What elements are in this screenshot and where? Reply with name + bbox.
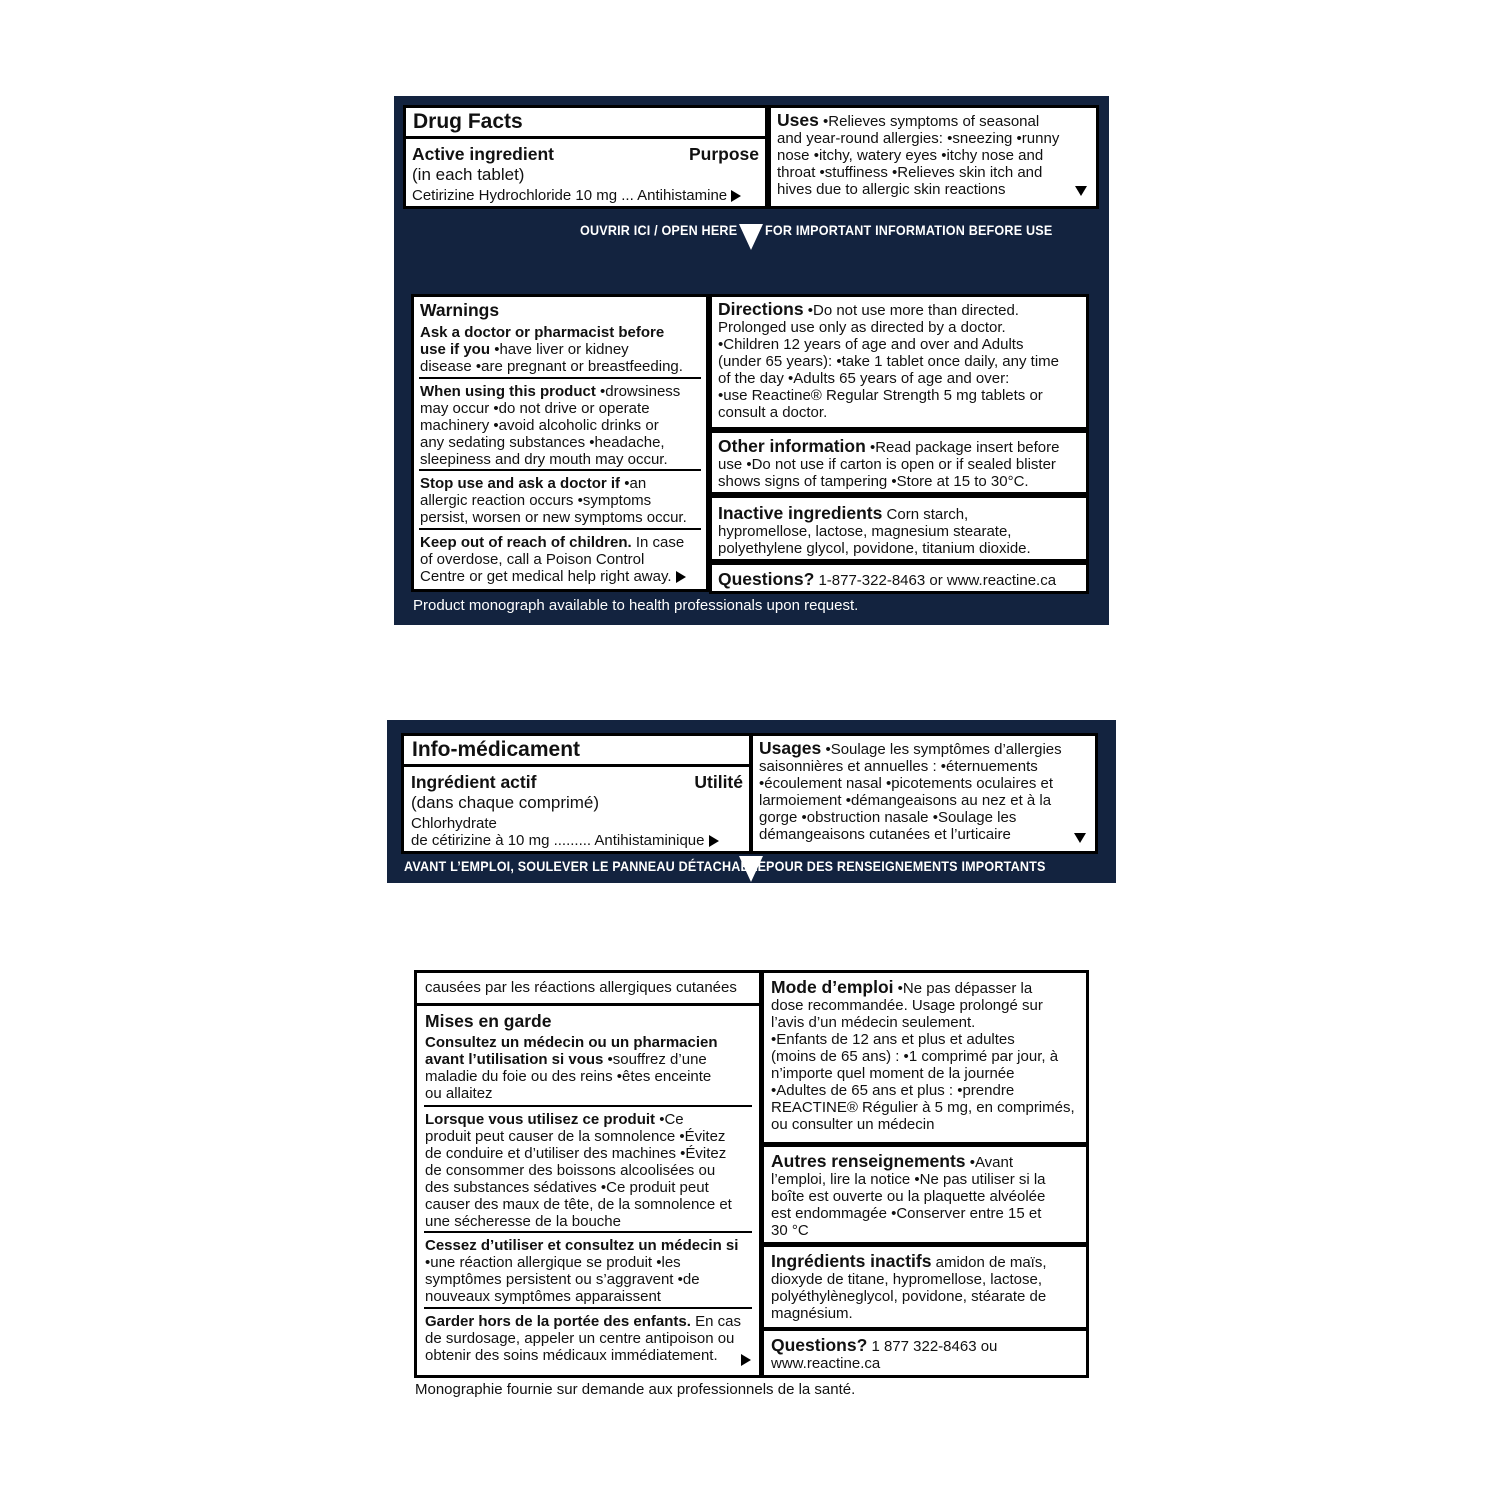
ask-doctor-bold: use if you bbox=[420, 341, 491, 358]
avant-emploi-label: AVANT L’EMPLOI, SOULEVER LE PANNEAU DÉTACHABLE bbox=[404, 858, 767, 874]
open-here-label: OUVRIR ICI / OPEN HERE bbox=[580, 222, 738, 238]
questions-fr-text: www.reactine.ca bbox=[771, 1355, 881, 1372]
stop-use-text: allergic reaction occurs •symptoms bbox=[420, 492, 652, 509]
lorsque-text: de consommer des boissons alcoolisées ou bbox=[425, 1162, 716, 1179]
uses-line: and year-round allergies: •sneezing •runny bbox=[777, 130, 1060, 147]
directions-line: •Do not use more than directed. bbox=[807, 302, 1019, 319]
mode-emploi-line: dose recommandée. Usage prolongé sur bbox=[771, 997, 1043, 1014]
utilite-heading: Utilité bbox=[694, 772, 743, 792]
when-using-text: sleepiness and dry mouth may occur. bbox=[420, 451, 668, 468]
consultez-text: •souffrez d’une bbox=[607, 1051, 707, 1068]
usages-line: gorge •obstruction nasale •Soulage les bbox=[759, 809, 1017, 826]
cessez-text: nouveaux symptômes apparaissent bbox=[425, 1288, 661, 1305]
lorsque-text: causer des maux de tête, de la somnolence et bbox=[425, 1196, 732, 1213]
lorsque-text: de conduire et d’utiliser des machines •Évitez bbox=[425, 1145, 727, 1162]
mises-en-garde-heading: Mises en garde bbox=[425, 1011, 552, 1031]
questions-fr-box bbox=[761, 1328, 1089, 1378]
lorsque-bold: Lorsque vous utilisez ce produit bbox=[425, 1111, 656, 1128]
autres-renseignements-heading: Autres renseignements bbox=[771, 1151, 966, 1171]
divider bbox=[406, 136, 765, 139]
garder-text: obtenir des soins médicaux immédiatement. bbox=[425, 1347, 718, 1364]
other-information-paragraph bbox=[718, 438, 1060, 490]
important-info-label: FOR IMPORTANT INFORMATION BEFORE USE bbox=[765, 222, 1053, 238]
mode-emploi-line: ou consulter un médecin bbox=[771, 1116, 935, 1133]
arrow-right-icon bbox=[731, 190, 741, 202]
keep-out-text: Centre or get medical help right away. bbox=[420, 568, 672, 585]
garder-bold: Garder hors de la portée des enfants. bbox=[425, 1313, 691, 1330]
purpose-heading: Purpose bbox=[688, 144, 759, 164]
usages-heading: Usages bbox=[759, 738, 822, 758]
usages-line: démangeaisons cutanées et l’urticaire bbox=[759, 826, 1011, 843]
uses-line: hives due to allergic skin reactions bbox=[777, 181, 1006, 198]
ingredients-inactifs-line: amidon de maïs, bbox=[935, 1254, 1047, 1271]
when-using-bold: When using this product bbox=[420, 383, 596, 400]
inactive-ingredients-paragraph bbox=[718, 505, 1031, 557]
cessez-bold: Cessez d’utiliser et consultez un médecin si bbox=[425, 1237, 739, 1254]
usages-box bbox=[750, 733, 1098, 854]
other-information-line: shows signs of tampering •Store at 15 to 30°C. bbox=[718, 473, 1029, 490]
keep-out-text: In case bbox=[635, 534, 685, 551]
arrow-right-icon bbox=[676, 571, 686, 583]
ingredients-inactifs-line: polyéthylèneglycol, povidone, stéarate de bbox=[771, 1288, 1047, 1305]
inactive-ingredients-box bbox=[709, 495, 1089, 562]
usages-line: •écoulement nasal •picotements oculaires et bbox=[759, 775, 1053, 792]
garder-text: En cas bbox=[695, 1313, 741, 1330]
uses-line: •Relieves symptoms of seasonal bbox=[823, 113, 1040, 130]
autres-renseignements-line: l’emploi, lire la notice •Ne pas utiliser si la bbox=[771, 1171, 1046, 1188]
monographie-note: Monographie fournie sur demande aux professionnels de la santé. bbox=[415, 1381, 856, 1398]
autres-renseignements-line: 30 °C bbox=[771, 1222, 809, 1239]
uses-paragraph bbox=[777, 112, 1059, 198]
mode-emploi-line: l’avis d’un médecin seulement. bbox=[771, 1014, 976, 1031]
cessez-text: •une réaction allergique se produit •les bbox=[425, 1254, 681, 1271]
open-here-triangle-icon bbox=[739, 856, 763, 882]
consultez-text: ou allaitez bbox=[425, 1085, 493, 1102]
mode-emploi-box bbox=[761, 970, 1089, 1145]
directions-line: of the day •Adults 65 years of age and over: bbox=[718, 370, 1010, 387]
directions-line: •Children 12 years of age and over and Adults bbox=[718, 336, 1024, 353]
ingredient-text: de cétirizine à 10 mg ......... Antihistaminique bbox=[411, 832, 705, 849]
keep-out-paragraph bbox=[420, 534, 686, 585]
garder-paragraph bbox=[425, 1313, 741, 1364]
ingredient-line bbox=[411, 832, 719, 849]
lorsque-text: •Ce bbox=[659, 1111, 684, 1128]
arrow-down-icon bbox=[1074, 833, 1086, 843]
ask-doctor-text: •have liver or kidney bbox=[494, 341, 629, 358]
stop-use-text: •an bbox=[624, 475, 647, 492]
ingredients-inactifs-line: magnésium. bbox=[771, 1305, 853, 1322]
ingredient-line: Chlorhydrate bbox=[411, 815, 497, 832]
uses-line: throat •stuffiness •Relieves skin itch and bbox=[777, 164, 1043, 181]
warnings-box bbox=[411, 294, 709, 592]
ingredient-actif-heading: Ingrédient actif bbox=[411, 772, 537, 792]
directions-heading: Directions bbox=[718, 299, 804, 319]
arrow-right-icon bbox=[741, 1354, 751, 1366]
questions-paragraph bbox=[718, 571, 1056, 589]
uses-line: nose •itchy, watery eyes •itchy nose and bbox=[777, 147, 1044, 164]
consultez-bold: Consultez un médecin ou un pharmacien bbox=[425, 1034, 718, 1051]
ask-doctor-text: disease •are pregnant or breastfeeding. bbox=[420, 358, 683, 375]
autres-renseignements-box bbox=[761, 1144, 1089, 1245]
lorsque-text: produit peut causer de la somnolence •Évitez bbox=[425, 1128, 726, 1145]
autres-renseignements-paragraph bbox=[771, 1153, 1046, 1239]
ask-doctor-bold: Ask a doctor or pharmacist before bbox=[420, 324, 665, 341]
questions-fr-text: 1 877 322-8463 ou bbox=[871, 1338, 998, 1355]
consultez-bold: avant l’utilisation si vous bbox=[425, 1051, 604, 1068]
lorsque-text: une sécheresse de la bouche bbox=[425, 1213, 621, 1230]
directions-line: Prolonged use only as directed by a doctor. bbox=[718, 319, 1006, 336]
inactive-ingredients-line: polyethylene glycol, povidone, titanium dioxide. bbox=[718, 540, 1031, 557]
info-medicament-box bbox=[401, 733, 752, 854]
consultez-paragraph bbox=[425, 1034, 718, 1102]
stop-use-paragraph bbox=[420, 475, 687, 526]
uses-box bbox=[768, 105, 1099, 209]
mode-emploi-paragraph bbox=[771, 979, 1075, 1133]
in-each-tablet: (in each tablet) bbox=[412, 165, 525, 184]
when-using-text: •drowsiness bbox=[600, 383, 681, 400]
questions-box bbox=[709, 562, 1089, 594]
divider bbox=[404, 764, 749, 767]
renseignements-label: POUR DES RENSEIGNEMENTS IMPORTANTS bbox=[766, 858, 1046, 874]
other-information-heading: Other information bbox=[718, 436, 866, 456]
mode-emploi-line: •Adultes de 65 ans et plus : •prendre bbox=[771, 1082, 1015, 1099]
cessez-text: symptômes persistent ou s’aggravent •de bbox=[425, 1271, 700, 1288]
ingredients-inactifs-heading: Ingrédients inactifs bbox=[771, 1251, 932, 1271]
directions-line: •use Reactine® Regular Strength 5 mg tablets or bbox=[718, 387, 1043, 404]
keep-out-text: of overdose, call a Poison Control bbox=[420, 551, 645, 568]
when-using-text: machinery •avoid alcoholic drinks or bbox=[420, 417, 659, 434]
directions-line: consult a doctor. bbox=[718, 404, 828, 421]
divider bbox=[424, 1105, 752, 1107]
drug-facts-box bbox=[403, 105, 768, 209]
divider bbox=[419, 377, 701, 379]
questions-fr-heading: Questions? bbox=[771, 1335, 868, 1355]
directions-paragraph bbox=[718, 301, 1059, 421]
active-ingredient-heading: Active ingredient bbox=[412, 144, 554, 164]
stop-use-bold: Stop use and ask a doctor if bbox=[420, 475, 621, 492]
autres-renseignements-line: •Avant bbox=[969, 1154, 1014, 1171]
usages-line: saisonnières et annuelles : •éternuements bbox=[759, 758, 1038, 775]
lorsque-text: des substances sédatives •Ce produit peut bbox=[425, 1179, 709, 1196]
ingredient-text: Cetirizine Hydrochloride 10 mg ... Antihistamine bbox=[412, 187, 728, 204]
continued-line: causées par les réactions allergiques cutanées bbox=[425, 979, 737, 996]
info-medicament-title: Info-médicament bbox=[412, 738, 581, 761]
usages-paragraph bbox=[759, 740, 1062, 843]
other-information-line: •Read package insert before bbox=[869, 439, 1060, 456]
autres-renseignements-line: boîte est ouverte ou la plaquette alvéolée bbox=[771, 1188, 1046, 1205]
directions-line: (under 65 years): •take 1 tablet once daily, any time bbox=[718, 353, 1059, 370]
ask-doctor-paragraph bbox=[420, 324, 683, 375]
divider bbox=[424, 1307, 752, 1309]
stop-use-text: persist, worsen or new symptoms occur. bbox=[420, 509, 687, 526]
questions-text: 1-877-322-8463 or www.reactine.ca bbox=[818, 572, 1057, 589]
other-information-box bbox=[709, 430, 1089, 495]
keep-out-bold: Keep out of reach of children. bbox=[420, 534, 632, 551]
ingredients-inactifs-line: dioxyde de titane, hypromellose, lactose, bbox=[771, 1271, 1042, 1288]
lorsque-paragraph bbox=[425, 1111, 732, 1230]
ingredients-inactifs-box bbox=[761, 1244, 1089, 1330]
arrow-right-icon bbox=[709, 835, 719, 847]
mode-emploi-line: REACTINE® Régulier à 5 mg, en comprimés, bbox=[771, 1099, 1075, 1116]
directions-box bbox=[709, 294, 1089, 430]
garder-text: de surdosage, appeler un centre antipoison ou bbox=[425, 1330, 735, 1347]
cessez-paragraph bbox=[425, 1237, 738, 1305]
mode-emploi-line: •Enfants de 12 ans et plus et adultes bbox=[771, 1031, 1015, 1048]
uses-heading: Uses bbox=[777, 110, 819, 130]
consultez-text: maladie du foie ou des reins •êtes enceinte bbox=[425, 1068, 712, 1085]
mode-emploi-line: (moins de 65 ans) : •1 comprimé par jour, à bbox=[771, 1048, 1059, 1065]
drug-facts-title: Drug Facts bbox=[413, 110, 523, 133]
mode-emploi-line: •Ne pas dépasser la bbox=[897, 980, 1033, 997]
divider bbox=[419, 528, 701, 530]
when-using-text: any sedating substances •headache, bbox=[420, 434, 665, 451]
when-using-paragraph bbox=[420, 383, 680, 468]
divider bbox=[417, 1003, 759, 1006]
arrow-down-icon bbox=[1075, 186, 1087, 196]
questions-fr-paragraph bbox=[771, 1337, 997, 1372]
divider bbox=[424, 1231, 752, 1233]
mises-en-garde-box bbox=[414, 970, 762, 1378]
when-using-text: may occur •do not drive or operate bbox=[420, 400, 650, 417]
autres-renseignements-line: est endommagée •Conserver entre 15 et bbox=[771, 1205, 1042, 1222]
dans-chaque-comprime: (dans chaque comprimé) bbox=[411, 793, 600, 812]
questions-heading: Questions? bbox=[718, 569, 815, 589]
inactive-ingredients-line: hypromellose, lactose, magnesium stearate, bbox=[718, 523, 1012, 540]
mode-emploi-heading: Mode d’emploi bbox=[771, 977, 894, 997]
monograph-note: Product monograph available to health professionals upon request. bbox=[413, 597, 859, 614]
other-information-line: use •Do not use if carton is open or if sealed blister bbox=[718, 456, 1056, 473]
warnings-heading: Warnings bbox=[420, 300, 500, 320]
inactive-ingredients-line: Corn starch, bbox=[886, 506, 969, 523]
ingredient-line bbox=[412, 187, 741, 204]
ingredients-inactifs-paragraph bbox=[771, 1253, 1047, 1322]
mode-emploi-line: n’importe quel moment de la journée bbox=[771, 1065, 1015, 1082]
usages-line: •Soulage les symptômes d’allergies bbox=[825, 741, 1062, 758]
usages-line: larmoiement •démangeaisons au nez et à la bbox=[759, 792, 1052, 809]
inactive-ingredients-heading: Inactive ingredients bbox=[718, 503, 883, 523]
open-here-triangle-icon bbox=[739, 224, 763, 250]
divider bbox=[419, 469, 701, 471]
